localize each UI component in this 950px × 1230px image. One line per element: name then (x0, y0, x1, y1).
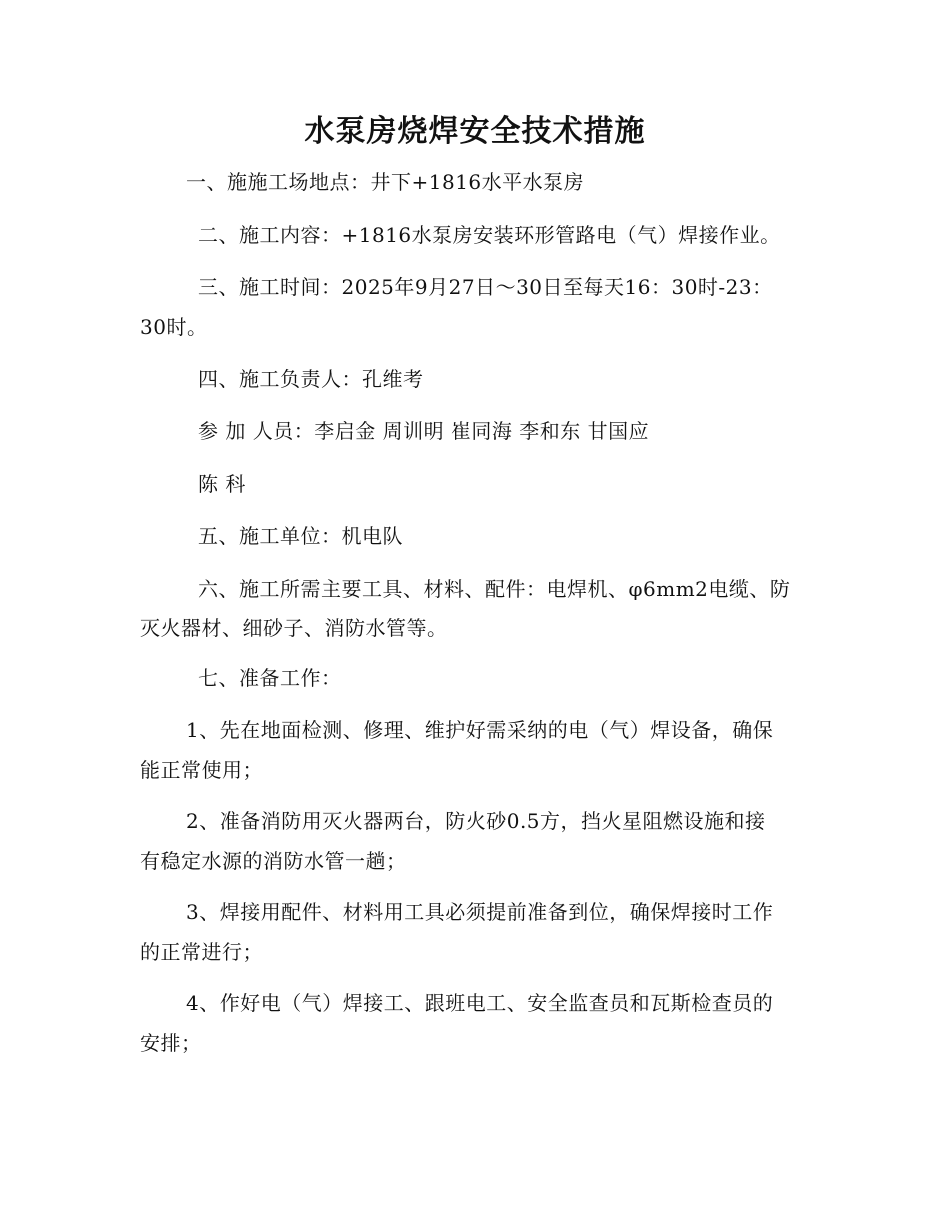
prep-item-4-continued: 安排； (140, 1031, 202, 1055)
prep-item-1: 1、先在地面检测、修理、维护好需采纳的电（气）焊设备，确保 (186, 718, 774, 742)
section-leader: 四、施工负责人：孔维考 (198, 367, 424, 391)
section-site: 一、施施工场地点：井下+1816水平水泵房 (186, 170, 585, 194)
section-tools: 六、施工所需主要工具、材料、配件：电焊机、φ6mm2电缆、防 (198, 577, 791, 601)
document-title: 水泵房烧焊安全技术措施 (304, 114, 646, 149)
prep-item-3: 3、焊接用配件、材料用工具必须提前准备到位，确保焊接时工作 (186, 900, 774, 924)
section-content: 二、施工内容：+1816水泵房安装环形管路电（气）焊接作业。 (198, 223, 781, 247)
section-time: 三、施工时间：2025年9月27日～30日至每天16：30时-23： (198, 275, 773, 299)
section-preparation: 七、准备工作： (198, 666, 342, 690)
participants-line-continued: 陈 科 (198, 472, 246, 496)
section-time-continued: 30时。 (140, 315, 208, 339)
section-unit: 五、施工单位：机电队 (198, 524, 403, 548)
participants-line: 参 加 人员：李启金 周训明 崔同海 李和东 甘国应 (198, 419, 650, 443)
prep-item-3-continued: 的正常进行； (140, 940, 263, 964)
prep-item-2: 2、准备消防用灭火器两台，防火砂0.5方，挡火星阻燃设施和接 (186, 809, 766, 833)
section-tools-continued: 灭火器材、细砂子、消防水管等。 (140, 616, 448, 640)
prep-item-4: 4、作好电（气）焊接工、跟班电工、安全监查员和瓦斯检查员的 (186, 991, 774, 1015)
prep-item-1-continued: 能正常使用； (140, 758, 263, 782)
prep-item-2-continued: 有稳定水源的消防水管一趟； (140, 849, 407, 873)
